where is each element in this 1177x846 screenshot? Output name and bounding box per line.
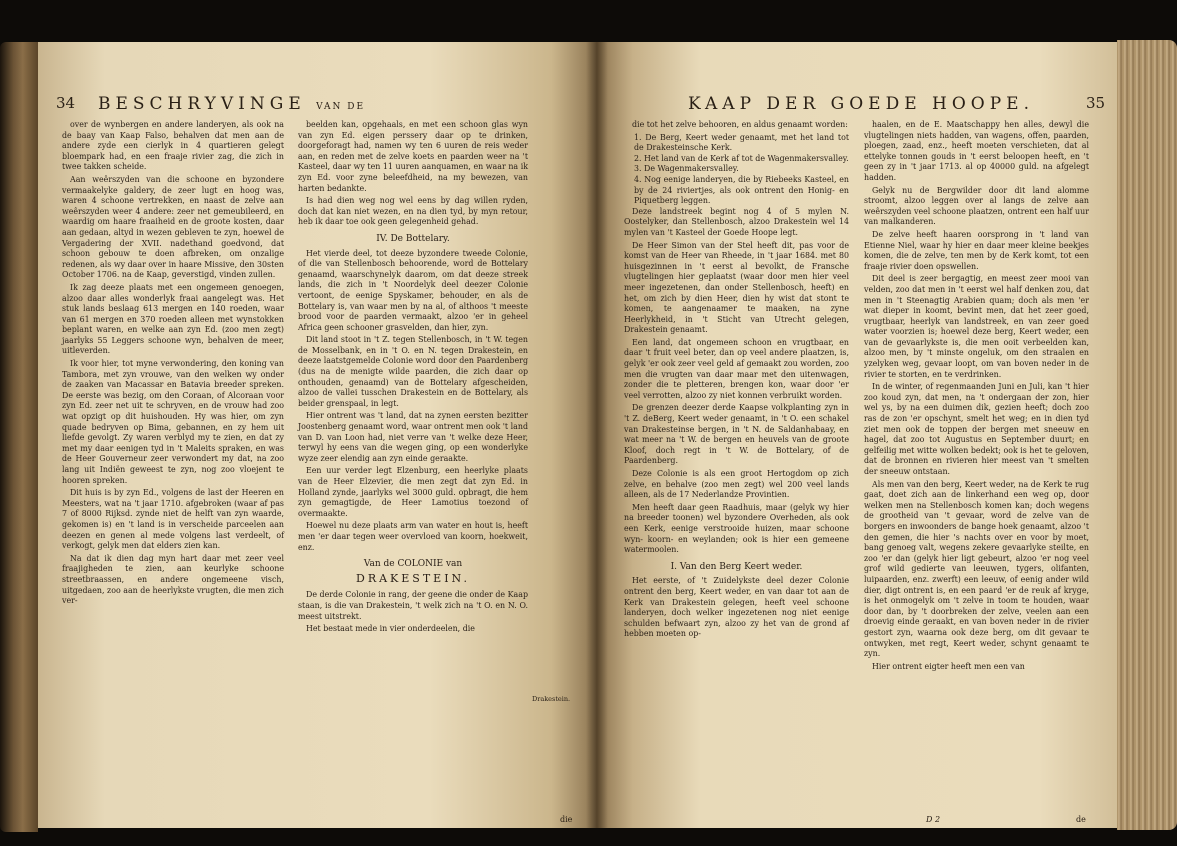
paragraph: Als men van den berg, Keert weder, na de Kerk te rug gaat, doet zich aan de linkerhand een weg op, door welken men na Stellenbosch komen kan; doch wegens de grootheid van 't gevaar, word de zelve van de borgers en inwoonders de bange hoek genaamt, alzoo 't den gemen, die hier 's nachts over en voor by moet, bang genoeg valt, wegens zekere gevaarlyke steilte, en zoo 'er dan (gelyk hier ligt gebeurt, alzoo 'er nog veel grof wild gedierte van leeuwen, tygers, olifanten, luipaarden, enz. zwerft) een leeuw, of eenig ander wild dier, digt ontrent is, en een paard 'er de reuk af kryge, is het onmogelyk om 't zelve in toom te houden, waar door dan, by 't doorbreken der zelve, veelen aan een droevig einde geraakt, en van boven neder in de rivier gestort zyn, waarna ook deze berg, om dit gevaar te ontwyken, met regt, Keert weder, schynt genaamt te zyn.: [864, 479, 1089, 659]
paragraph: Deze Colonie is als een groot Hertogdom op zich zelve, en behalve (zoo men zegt) wel 200 veel lands alleen, als de 17 Nederlandze Provintien.: [624, 469, 849, 500]
page-number: 34: [56, 94, 76, 112]
paragraph: Het bestaat mede in vier onderdeelen, die: [306, 624, 475, 634]
left-page: [38, 42, 596, 828]
running-head: KAAP DER GOEDE HOOPE.: [688, 94, 1034, 114]
paragraph: De derde Colonie in rang, der geene die onder de Kaap staan, is die van Drakestein, 't welk zich na 't O. en N. O. meest uitstrekt.: [298, 590, 528, 621]
signature-mark: D 2: [926, 815, 941, 824]
text-column: [864, 120, 1089, 674]
paragraph: In de winter, of regenmaanden Juni en Juli, kan 't hier zoo koud zyn, dat men, na 't ondergaan der zon, hier wel ys, by na een duimen dik, gezien heeft; doch zoo ras de zon 'er opschynt, smelt het weg; en in dien tyd ziet men ook de toppen der bergen met sneeuw en hagel, dat zoo tot Augustus en September duurt; en gelfeilig met witte wolken bedekt; ook is het te geloven, dat de bronnen en rivieren hier meest van 't smelten der sneeuw ontstaan.: [864, 382, 1089, 476]
paragraph: Men heeft daar geen Raadhuis, maar (gelyk wy hier na breeder toonen) wel byzondere Overheden, als ook een Kerk, eenige verstrooide huizen, maar schoone wyn- koorn- en weylanden; ook is hier een gemeene watermoolen.: [624, 502, 849, 555]
book-edge-left: [0, 42, 38, 832]
list-item: 4. Nog eenige landeryen, die by Riebeeks Kasteel, en by de 24 riviertjes, als ook ontrent den Honig- en Piquetberg leggen.: [634, 174, 849, 206]
paragraph: Een land, dat ongemeen schoon en vrugtbaar, en daar 't fruit veel beter, dan op veel andere plaatzen, is, gelyk 'er ook zeer veel geld af gemaakt zou worden, zoo men die vrugten van daar maar met den uitenwagen, zonder die te pletteren, brengen kon, waar door 'er veel verrotten, alzoo zy niet konnen verbruikt worden.: [624, 337, 849, 400]
running-head: [98, 94, 365, 114]
page-number: 35: [1086, 94, 1106, 112]
paragraph: De zelve heeft haaren oorsprong in 't land van Etienne Niel, waar hy hier en daar meer kleine beekjes komen, die de zelve, ten men by de Kerk komt, tot een fraaje rivier doen opswellen.: [864, 229, 1089, 271]
catchword: de: [1076, 815, 1086, 824]
paragraph: Hoewel nu deze plaats arm van water en hout is, heeft men 'er daar tegen weer overvloed van koorn, hoekweit, enz.: [298, 521, 528, 552]
colony-heading: Van de COLONIE van: [363, 559, 463, 570]
paragraph: De grenzen deezer derde Kaapse volkplanting zyn in 't Z. deBerg, Keert weder genaamt, in 't O. een schakel van Drakesteinse bergen, in 't N. de Saldanhabaay, en wat meer na 't W. de bergen en heuvels van de groote Kloof, doch regt in 't W. de Bottelary, of de Paardenberg.: [624, 403, 849, 466]
text-column: [298, 120, 528, 637]
text-column: [624, 120, 849, 642]
paragraph: Ik zag deeze plaats met een ongemeen genoegen, alzoo daar alles wonderlyk fraai aangelegt was. Het stuk lands beslaag 613 mergen en 140 roeden, waar van 61 mergen en 370 roeden alleen met wynstokken beplant waren, en welke aan zyn Ed. (zoo men zegt) jaarlyks 55 Leggers schoone wyn, behalven de meer, uitleverden.: [62, 282, 284, 356]
paragraph: die tot het zelve behooren, en aldus genaamt worden:: [632, 120, 848, 129]
paragraph: Gelyk nu de Bergwilder door dit land alomme stroomt, alzoo leggen over al langs de zelve aan weêrszyden veel schoone plaatzen, ontrent een half uur van malkanderen.: [864, 185, 1089, 227]
section-heading: IV. De Bottelary.: [376, 233, 450, 244]
list-item: 1. De Berg, Keert weder genaamt, met het land tot de Drakesteinsche Kerk.: [634, 132, 849, 153]
paragraph: Hier ontrent eigter heeft men een van: [872, 661, 1025, 671]
section-heading: I. Van den Berg Keert weder.: [670, 561, 803, 572]
paragraph: Dit huis is by zyn Ed., volgens de last der Heeren en Meesters, wat na 't jaar 1710. afgebroken (waar af pas 7 of 8000 Rijksd. zynde niet de helft van zyn waarde, gekomen is) en 't land is in verscheide parceelen aan deezen en genen al mede volgens last verdeelt, of verkogt, gelyk men dat elders zien kan.: [62, 488, 284, 551]
list-item: 2. Het land van de Kerk af tot de Wagenmakersvalley.: [634, 153, 849, 163]
running-head-title: BESCHRYVINGE: [98, 94, 306, 114]
text-column: [62, 120, 284, 609]
paragraph: Ik voor hier, tot myne verwondering, den koning van Tambora, met zyn vrouwe, van den welken wy onder de zaaken van Macassar en Batavia breeder spreken. De eerste was bezig, om den Coraan, of Alcoraan voor zyn Ed. zeer net uit te schryven, en de vrouw had zoo wat opzigt op dit huishouden. Hy was hier, om zyn quade bedryven op Bima, gebannen, en zy hem uit liefde gevolgt. Zy waren verblyd my te zien, en dat zy met my daar eenigen tyd in 't Maleits spraken, en was de Heer Gouverneur zeer verwondert my dat, na zoo lang uit Indiën geweest te zyn, nog zoo vloejent te hooren spreken.: [62, 359, 284, 485]
paragraph: Na dat ik dien dag myn hart daar met zeer veel fraajigheden te zien, aan keurlyke schoone streetbraassen, en andere ongemeene visch, uitgedaen, zoo aan de heerlykste vrugten, die men zich ver-: [62, 553, 284, 606]
paragraph: over de wynbergen en andere landeryen, als ook na de baay van Kaap Falso, behalven dat men aan de andere zyde een cierlyk in 4 quartieren gelegt bloempark had, en een fraaje rivier zag, die zich in twee takken scheide.: [62, 120, 284, 172]
paragraph: Dit land stoot in 't Z. tegen Stellenbosch, in 't W. tegen de Mosselbank, en in 't O. en N. tegen Drakestein, en deeze laatstgemelde Colonie word door den Paardenberg (dus na de menigte wilde paarden, die zich daar op onthouden, genaamd) van de Bottelary afgescheiden, alzoo de vallei tusschen Drakestein en de Bottelary, als beider grenspaal, in legt.: [298, 335, 528, 408]
paragraph: Hier ontrent was 't land, dat na zynen eersten bezitter Joostenberg genaamt word, waar ontrent men ook 't land van D. van Loon had, niet verre van 't welke deze Heer, terwyl hy eens van die wegen ging, op een wonderlyke wyze zeer elendig aan zyn einde geraakte.: [298, 411, 528, 463]
paragraph: De Heer Simon van der Stel heeft dit, pas voor de komst van de Heer van Rheede, in 't jaar 1684. met 80 huisgezinnen in 't eerst al bevolkt, de Fransche vlugtelingen hier geplaatst (waar door men hier veel meer ingezetenen, dan onder Stellenbosch, heeft) en het, om zich by dien Heer, dien hy wist dat stont te komen, te aangenaamer te maaken, na zyne Heerlykheid, in 't Sticht van Utrecht gelegen, Drakestein genaamt.: [624, 240, 849, 335]
book-page-edges-right: [1117, 40, 1177, 830]
margin-note: Drakestein.: [532, 695, 571, 703]
catchword: die: [560, 815, 573, 824]
paragraph: Het vierde deel, tot deeze byzondere tweede Colonie, of die van Stellenbosch behoorende, word de Bottelary genaamd, waarschynelyk daarom, om dat deeze streek lands, die zich in 't Noordelyk deel deezer Colonie vertoont, de eenige Spyskamer, behouder, en als de Bottelary is, van waar men by na al, of althoos 't meeste brood voor de paarden vermaakt, alzoo 'er in geheel Africa geen schooner grasvelden, dan hier, zyn.: [298, 248, 528, 332]
list-item: 3. De Wagenmakersvalley.: [634, 164, 739, 174]
paragraph: Deze landstreek begint nog 4 of 5 mylen N. Oostelyker, dan Stellenbosch, alzoo Drakestein wel 14 mylen van 't Kasteel der Goede Hoope legt.: [624, 206, 849, 237]
paragraph: Een uur verder legt Elzenburg, een heerlyke plaats van de Heer Elzevier, die men zegt dat zyn Ed. in Holland zynde, jaarlyks wel 3000 guld. opbragt, die hem zyn gemagtigde, de Heer Lamotius toezond of overmaakte.: [298, 466, 528, 518]
paragraph: Is had dien weg nog wel eens by dag willen ryden, doch dat kan niet wezen, en na dien tyd, by myn retour, heb ik daar toe ook geen gelegenheid gehad.: [298, 196, 528, 227]
paragraph: Het eerste, of 't Zuidelykste deel dezer Colonie ontrent den berg, Keert weder, en van daar tot aan de Kerk van Drakestein gelegen, heeft veel schoone landeryen, doch welker ingezetenen nog niet eenige schulden befwaart zyn, alzoo zy het van de grond af hebben moeten op-: [624, 576, 849, 639]
paragraph: haalen, en de E. Maatschappy hen alles, dewyl die vlugtelingen niets hadden, van wagens, offen, paarden, ploegen, zaad, enz., heeft moeten verschieten, dat al ettelyke tonnen gouds in 't eerst beloopen heeft, en 't geen zy in 't jaar 1713. al op 40000 guld. na afgelegt hadden.: [864, 120, 1089, 182]
right-page: [596, 42, 1117, 828]
paragraph: Aan weêrszyden van die schoone en byzondere vermaakelyke galdery, de zeer lugt en hoog was, waren 4 schoone vertrekken, en naast de zelve aan weêrszyden weer 4 andere: zeer net gemeubileerd, en waardig om haare fraaiheid en de groote kosten, daar aan gedaan, altyd in wezen gebleven te zyn, hoewel de Vergadering der XVII. nadethand goedvond, dat schoon gebouw te doen afbreken, om onzalige redenen, als wy daar over in haare Missive, den 30sten October 1706. na de Kaap, geverstigd, vinden zullen.: [62, 174, 284, 280]
colony-title: DRAKESTEIN.: [356, 571, 470, 585]
running-head-small: VAN DE: [316, 102, 366, 112]
paragraph: beelden kan, opgehaals, en met een schoon glas wyn van zyn Ed. eigen perssery daar op te drinken, doorgeforagt had, namen wy ten 6 uuren de reis weder aan, en reden met de zelve koets en paarden weer na 't Kasteel, daar wy ten 11 uuren aanquamen, en waar na ik zyn Ed. voor zyne beleefdheid, na my bewezen, van harten bedankte.: [298, 120, 528, 193]
book-gutter-shadow: [586, 42, 608, 828]
paragraph: Dit deel is zeer bergagtig, en meest zeer mooi van velden, zoo dat men in 't eerst wel half denken zou, dat men in 't Steenagtig Arabien quam; doch als men 'er wat dieper in koomt, bevint men, dat het zeer goed, vrugtbaar, heerlyk van landstreek, en van zeer goed water voorzien is; hoewel deze berg, Keert weder, een van de gevaarlykste is, die men ooit verbeelden kan, alzoo men, by 't minste ongeluk, om den straalen en yzelyken weg, gevaar loopt, om van boven neder in de rivier te storten, en te verdrinken.: [864, 274, 1089, 379]
